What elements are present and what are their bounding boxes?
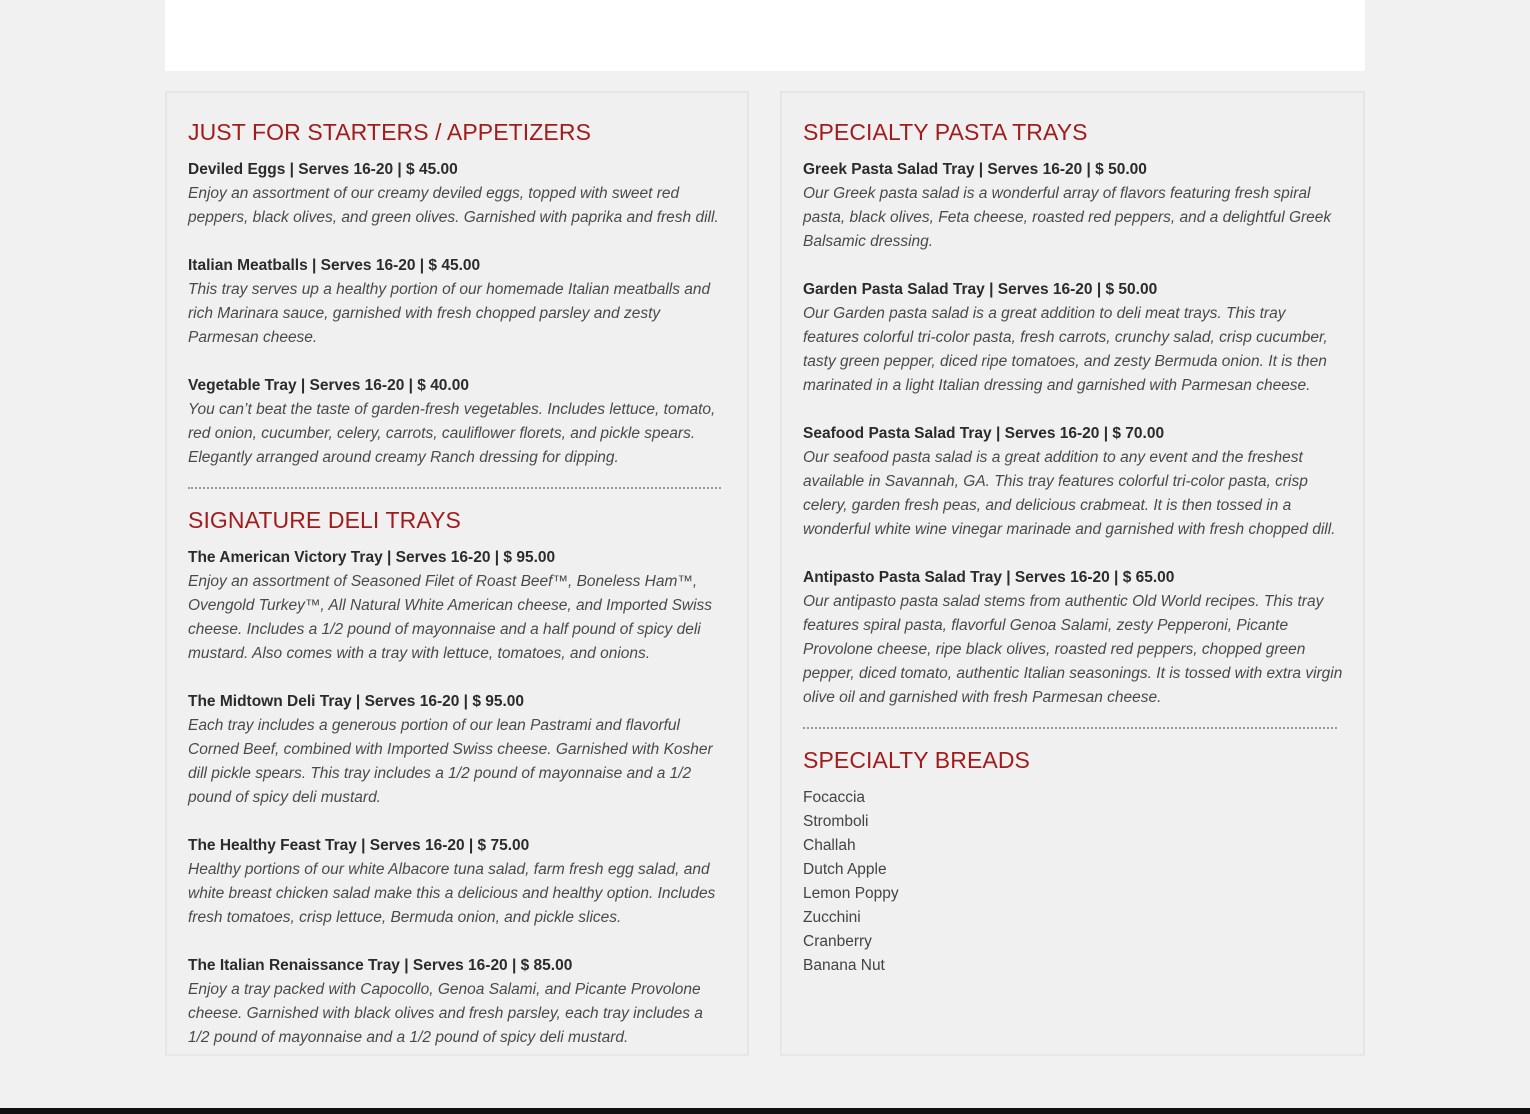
menu-item-heading: Greek Pasta Salad Tray | Serves 16-20 | $ 50.00 <box>803 161 1147 178</box>
menu-item-heading: The American Victory Tray | Serves 16-20 | $ 95.00 <box>188 549 556 566</box>
menu-item-heading: The Italian Renaissance Tray | Serves 16-20 | $ 85.00 <box>188 957 573 974</box>
top-panel <box>165 0 1365 71</box>
menu-item-description: Our Garden pasta salad is a great addition to deli meat trays. This tray features colorful tri-color pasta, fresh carrots, crunchy salad, crisp cucumber, tasty green pepper, diced ripe tomatoes, and zesty Bermuda onion. It is then marinated in a light Italian dressing and garnished with Parmesan cheese. <box>803 305 1328 394</box>
menu-item-heading: Italian Meatballs | Serves 16-20 | $ 45.00 <box>188 257 481 274</box>
menu-item <box>188 690 727 810</box>
menu-column-left <box>165 91 749 1056</box>
section-title-breads: SPECIALTY BREADS <box>803 747 1030 773</box>
menu-item-heading: Seafood Pasta Salad Tray | Serves 16-20 | $ 70.00 <box>803 425 1165 442</box>
menu-item-heading: The Midtown Deli Tray | Serves 16-20 | $ 95.00 <box>188 693 525 710</box>
footer-bar <box>0 1108 1530 1114</box>
section-title-starters: JUST FOR STARTERS / APPETIZERS <box>188 119 592 145</box>
menu-item-description: Enjoy an assortment of our creamy deviled eggs, topped with sweet red peppers, black olives, and green olives. Garnished with paprika and fresh dill. <box>188 185 719 226</box>
menu-item <box>803 278 1343 398</box>
pasta-list <box>803 158 1343 710</box>
menu-item-description: Our antipasto pasta salad stems from authentic Old World recipes. This tray features spiral pasta, flavorful Genoa Salami, zesty Pepperoni, Picante Provolone cheese, ripe black olives, roasted red peppers, chopped green pepper, diced tomato, authentic Italian seasonings. It is tossed with extra virgin olive oil and garnished with fresh Parmesan cheese. <box>803 593 1343 706</box>
menu-item <box>188 954 727 1050</box>
section-title-pasta: SPECIALTY PASTA TRAYS <box>803 119 1088 145</box>
bread-list <box>803 786 1343 978</box>
menu-item <box>803 566 1343 710</box>
menu-item <box>188 374 727 470</box>
menu-item <box>188 158 727 230</box>
bread-item: Focaccia <box>803 789 866 806</box>
menu-item-description: This tray serves up a healthy portion of our homemade Italian meatballs and rich Marinara sauce, garnished with fresh chopped parsley and zesty Parmesan cheese. <box>188 281 711 346</box>
menu-item-description: Healthy portions of our white Albacore tuna salad, farm fresh egg salad, and white breast chicken salad make this a delicious and healthy option. Includes fresh tomatoes, crisp lettuce, Bermuda onion, and pickle slices. <box>188 861 716 926</box>
bread-item: Banana Nut <box>803 957 885 974</box>
menu-item-heading: Vegetable Tray | Serves 16-20 | $ 40.00 <box>188 377 469 394</box>
menu-item-heading: Garden Pasta Salad Tray | Serves 16-20 | $ 50.00 <box>803 281 1158 298</box>
menu-item-heading: Deviled Eggs | Serves 16-20 | $ 45.00 <box>188 161 458 178</box>
dotted-divider <box>803 727 1337 729</box>
bread-item: Dutch Apple <box>803 861 887 878</box>
deli-list <box>188 546 727 1050</box>
menu-item-description: Our seafood pasta salad is a great addition to any event and the freshest available in Savannah, GA. This tray features colorful tri-color pasta, crisp celery, garden fresh peas, and delicious crabmeat. It is then tossed in a wonderful white wine vinegar marinade and garnished with fresh chopped dill. <box>803 449 1336 538</box>
menu-item-description: Our Greek pasta salad is a wonderful array of flavors featuring fresh spiral pasta, black olives, Feta cheese, roasted red peppers, and a delightful Greek Balsamic dressing. <box>803 185 1332 250</box>
bread-item: Zucchini <box>803 909 861 926</box>
dotted-divider <box>188 487 721 489</box>
menu-item <box>803 422 1343 542</box>
bread-item: Cranberry <box>803 933 872 950</box>
menu-item <box>188 546 727 666</box>
bread-item: Stromboli <box>803 813 869 830</box>
menu-item-heading: Antipasto Pasta Salad Tray | Serves 16-20 | $ 65.00 <box>803 569 1175 586</box>
menu-item <box>188 254 727 350</box>
menu-item-heading: The Healthy Feast Tray | Serves 16-20 | $ 75.00 <box>188 837 530 854</box>
menu-item <box>188 834 727 930</box>
starters-list <box>188 158 727 470</box>
menu-item <box>803 158 1343 254</box>
menu-item-description: Each tray includes a generous portion of our lean Pastrami and flavorful Corned Beef, combined with Imported Swiss cheese. Garnished with Kosher dill pickle spears. This tray includes a 1/2 pound of mayonnaise and a 1/2 pound of spicy deli mustard. <box>188 717 713 806</box>
section-title-deli: SIGNATURE DELI TRAYS <box>188 507 461 533</box>
menu-item-description: Enjoy an assortment of Seasoned Filet of Roast Beef™, Boneless Ham™, Ovengold Turkey™, All Natural White American cheese, and Imported Swiss cheese. Includes a 1/2 pound of mayonnaise and a half pound of spicy deli mustard. Also comes with a tray with lettuce, tomatoes, and onions. <box>188 573 713 662</box>
menu-item-description: You can’t beat the taste of garden-fresh vegetables. Includes lettuce, tomato, red onion, cucumber, celery, carrots, cauliflower florets, and pickle spears. Elegantly arranged around creamy Ranch dressing for dipping. <box>188 401 716 466</box>
bread-item: Challah <box>803 837 856 854</box>
menu-column-right <box>780 91 1365 1056</box>
bread-item: Lemon Poppy <box>803 885 899 902</box>
menu-item-description: Enjoy a tray packed with Capocollo, Genoa Salami, and Picante Provolone cheese. Garnished with black olives and fresh parsley, each tray includes a 1/2 pound of mayonnaise and a 1/2 pound of spicy deli mustard. <box>188 981 703 1046</box>
